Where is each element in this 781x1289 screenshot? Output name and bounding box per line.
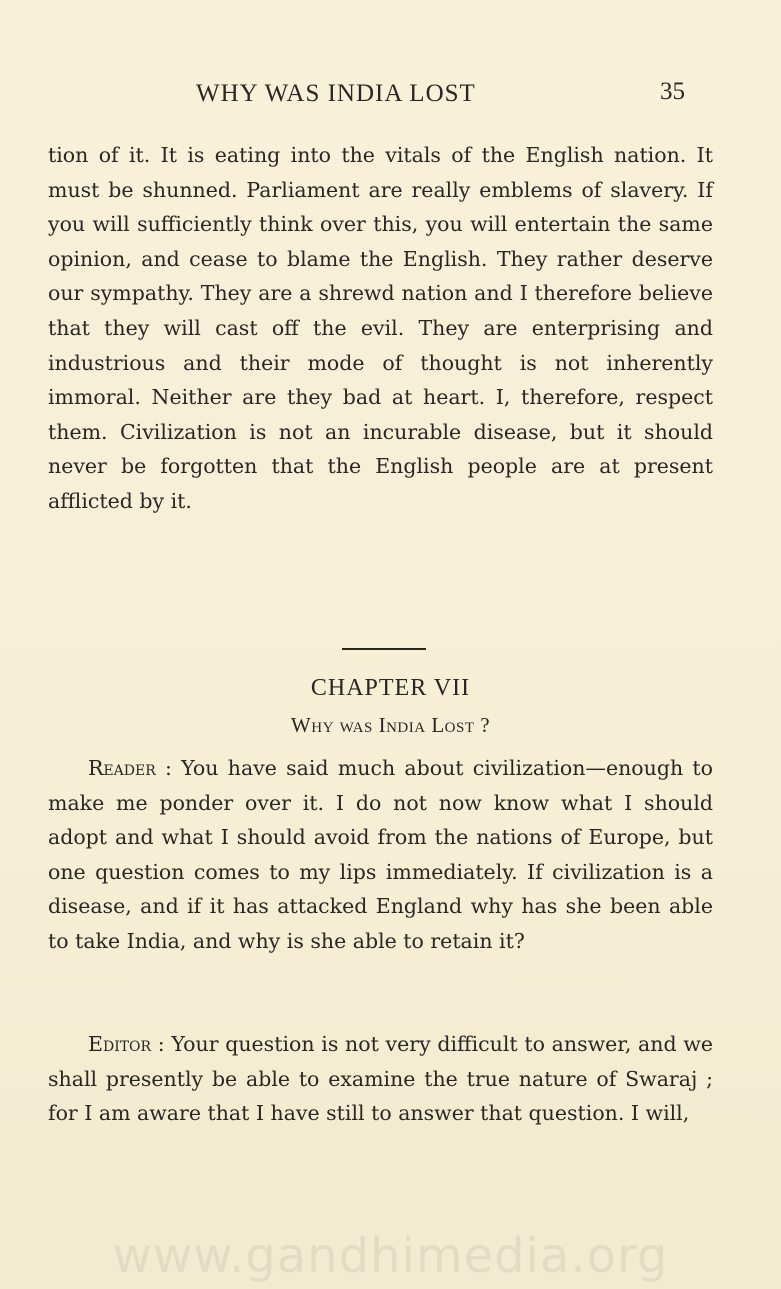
paragraph-text: tion of it. It is eating into the vitals of the English nation. It must be shunned. Parliament are really emblems of slavery. If you will sufficiently think over this, you will entertain the same opinion, and cease to blame the English. They rather deserve our sympathy. They are a shrewd nation and I therefore believe that they will cast off the evil. They are enterprising and industrious and their mode of thought is not inherently immoral. Neither are they bad at heart. I, therefore, respect them. Civilization is not an incurable disease, but it should never be forgotten that the English people are at present afflicted by it. [48, 143, 713, 513]
section-divider [342, 648, 426, 650]
paragraph-text: Your question is not very difficult to answer, and we shall presently be able to examine the true nature of Swaraj ; for I am aware that I have still to answer that question. I will, [48, 1032, 713, 1126]
page-number: 35 [660, 78, 685, 105]
paragraph-text: You have said much about civilization—enough to make me ponder over it. I do not now know what I should adopt and what I should avoid from the nations of Europe, but one question comes to my lips immediately. If civilization is a disease, and if it has attacked England why has she been able to take India, and why is she able to retain it? [48, 756, 713, 953]
paragraph-reader [48, 751, 713, 959]
paragraph-continuation [48, 138, 713, 519]
chapter-heading: CHAPTER VII [310, 675, 471, 701]
paragraph-editor [48, 1027, 713, 1131]
watermark: www.gandhimedia.org [112, 1228, 669, 1284]
chapter-title: Why was India Lost ? [290, 713, 491, 737]
speaker-reader: Reader : [88, 756, 172, 780]
running-title: WHY WAS INDIA LOST [196, 80, 476, 107]
speaker-editor: Editor : [88, 1032, 165, 1056]
